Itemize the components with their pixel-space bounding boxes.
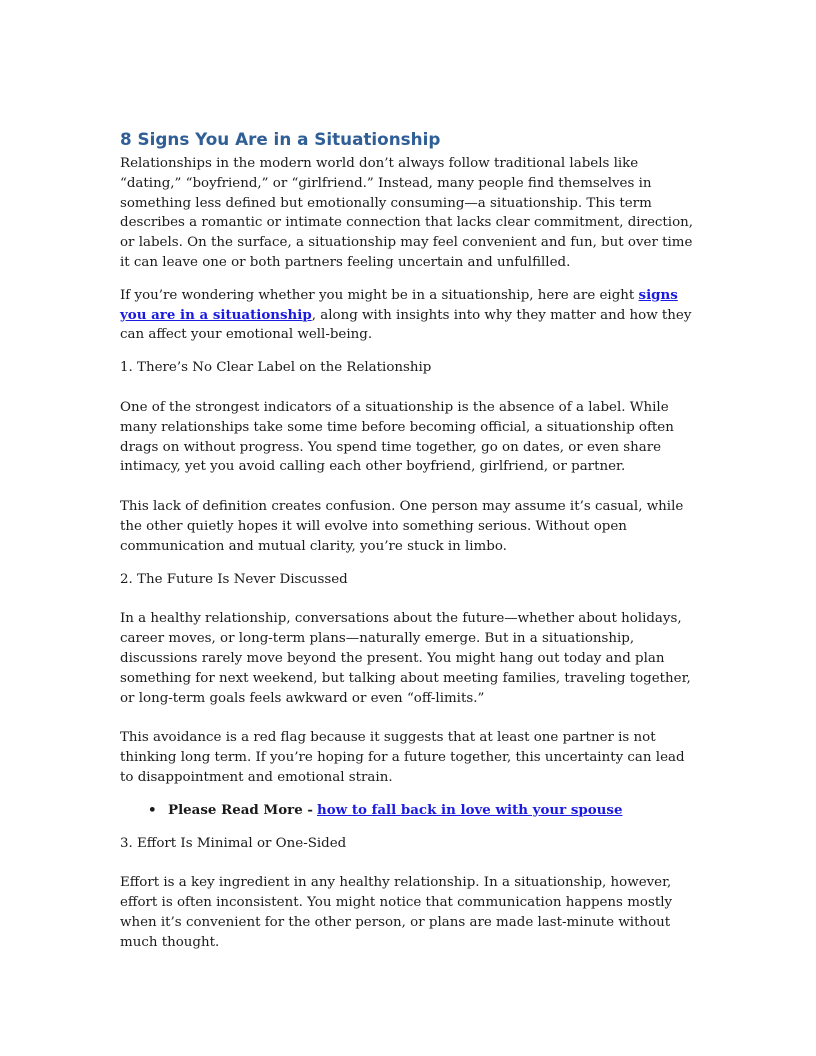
intro-paragraph-2 xyxy=(120,286,696,345)
section-heading-3: 3. Effort Is Minimal or One-Sided xyxy=(120,835,347,851)
section-2-paragraph-1: In a healthy relationship, conversations about the future—whether about holidays, career moves, or long-term plans—naturally emerge. But in a situationship, discussions rarely move beyond the present. You might hang out today and plan something for next weekend, but talking about meeting families, traveling together, or long-term goals feels awkward or even “off-limits.” xyxy=(120,611,691,706)
read-more-label: Please Read More - xyxy=(168,801,313,818)
section-heading-2: 2. The Future Is Never Discussed xyxy=(120,571,348,587)
section-heading-1: 1. There’s No Clear Label on the Relationship xyxy=(120,360,432,376)
document-page xyxy=(120,128,696,953)
article-title: 8 Signs You Are in a Situationship xyxy=(120,129,441,149)
section-1-paragraph-1: One of the strongest indicators of a situationship is the absence of a label. While many relationships take some time before becoming official, a situationship often drags on without progress. You spend time together, go on dates, or even share intimacy, yet you avoid calling each other boyfriend, girlfriend, or partner. xyxy=(120,399,674,475)
section-3-paragraph-1: Effort is a key ingredient in any healthy relationship. In a situationship, however, effort is often inconsistent. You might notice that communication happens mostly when it’s convenient for the other person, or plans are made last-minute without much thought. xyxy=(120,875,673,950)
intro-paragraph-2-text-after: , along with insights into why they matter and how they can affect your emotional well-being. xyxy=(120,307,692,343)
fall-back-in-love-link[interactable]: how to fall back in love with your spouse xyxy=(316,801,623,818)
section-1-paragraph-2: This lack of definition creates confusion. One person may assume it’s casual, while the other quietly hopes it will evolve into something serious. Without open communication and mutual clarity, you’re stuck in limbo. xyxy=(120,499,684,554)
intro-paragraph-1: Relationships in the modern world don’t always follow traditional labels like “dating,” “boyfriend,” or “girlfriend.” Instead, many people find themselves in something less defined but emotionally consuming—a situationship. This term describes a romantic or intimate connection that lacks clear commitment, direction, or labels. On the surface, a situationship may feel convenient and fun, but over time it can leave one or both partners feeling uncertain and unfulfilled. xyxy=(120,156,694,270)
section-2-paragraph-2: This avoidance is a red flag because it suggests that at least one partner is not thinking long term. If you’re hoping for a future together, this uncertainty can lead to disappointment and emotional strain. xyxy=(120,730,685,785)
intro-paragraph-2-text-before: If you’re wondering whether you might be in a situationship, here are eight xyxy=(120,287,639,303)
read-more-list-item xyxy=(148,801,696,821)
bullet-icon: • xyxy=(148,801,157,818)
signs-situationship-link[interactable]: signs you are in a situationship xyxy=(120,286,678,323)
